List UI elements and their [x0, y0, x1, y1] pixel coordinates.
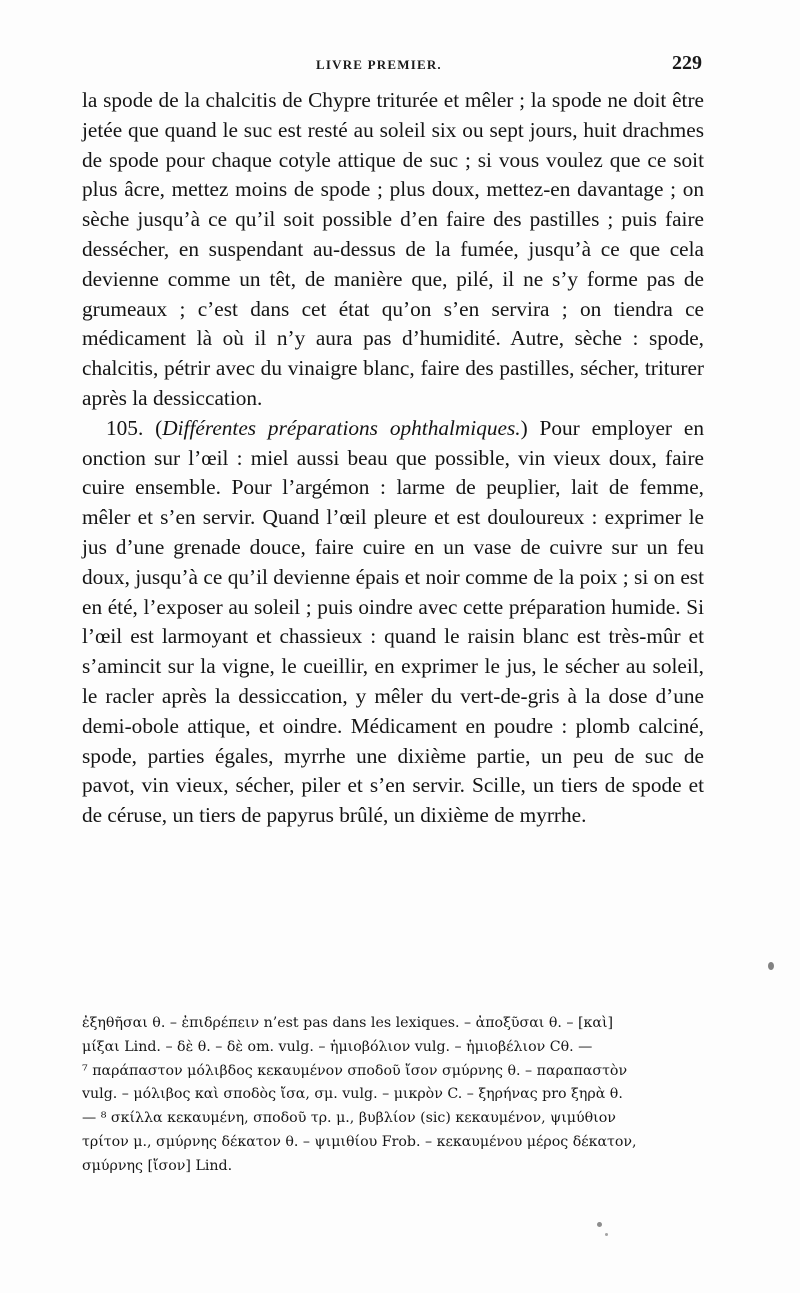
ink-speck [597, 1222, 602, 1227]
footnote-line: σμύρνης [ἴσον] Lind. [82, 1157, 233, 1174]
page-number: 229 [672, 52, 702, 74]
paragraph-section-105: 105. (Différentes préparations ophthalmiques.) Pour employer en onction sur l’œil : miel aussi beau que possible, vin vieux doux, faire cuire ensemble. Pour l’argémon : larme de peuplier, lait de femme, mêler et s’en servir. Quand l’œil pleure et est douloureux : exprimer le jus d’une grenade douce, faire cuire en un vase de cuivre sur un feu doux, jusqu’à ce qu’il devienne épais et noir comme de la poix ; si on est en été, l’exposer au soleil ; puis oindre avec cette préparation humide. Si l’œil est larmoyant et chassieux : quand le raisin blanc est très-mûr et s’amincit sur la vigne, le cueillir, en exprimer le jus, le sécher au soleil, le racler après la dessiccation, y mêler du vert-de-gris à la dose d’une demi-obole attique, et oindre. Médicament en poudre : plomb calciné, spode, parties égales, myrrhe une dixième partie, un peu de suc de pavot, vin vieux, sécher, piler et s’en servir. Scille, un tiers de spode et de céruse, un tiers de papyrus brûlé, un dixième de myrrhe. [82, 415, 704, 828]
ink-speck [605, 1233, 608, 1236]
section-105-text: Pour employer en onction sur l’œil : miel aussi beau que possible, vin vieux doux, faire cuire ensemble. Pour l’argémon : larme de peuplier, lait de femme, mêler et s’en servir. Quand l’œil pleure et est douloureux : exprimer le jus d’une grenade douce, faire cuire en un vase de cuivre sur un feu doux, jusqu’à ce qu’il devienne épais et noir comme de la poix ; si on est en été, l’exposer au soleil ; puis oindre avec cette préparation humide. Si l’œil est larmoyant et chassieux : quand le raisin blanc est très-mûr et s’amincit sur la vigne, le cueillir, en exprimer le jus, le sécher au soleil, le racler après la dessiccation, y mêler du vert-de-gris à la dose d’une demi-obole attique, et oindre. Médicament en poudre : plomb calciné, spode, parties égales, myrrhe une dixième partie, un peu de suc de pavot, vin vieux, sécher, piler et s’en servir. Scille, un tiers de spode et de céruse, un tiers de papyrus brûlé, un dixième de myrrhe. [82, 415, 704, 828]
main-text [82, 86, 704, 831]
section-number: 105. [106, 415, 144, 440]
section-title: Différentes préparations ophthalmiques. [162, 415, 521, 440]
footnotes [82, 1012, 704, 1179]
footnote-line: — ⁸ σκίλλα κεκαυμένη, σποδοῦ τρ. μ., βυβλίον (sic) κεκαυμένον, ψιμύθιον [82, 1110, 616, 1127]
footnote-line: vulg. – μόλιβος καὶ σποδὸς ἴσα, σμ. vulg. – μικρὸν C. – ξηρήνας pro ξηρὰ θ. [82, 1086, 623, 1103]
ink-speck [768, 962, 774, 970]
footnote-line: ⁷ παράπαστον μόλιβδος κεκαυμένον σποδοῦ ἴσον σμύρνης θ. – παραπαστὸν [82, 1062, 628, 1079]
footnote-line: μίξαι Lind. – δὲ θ. – δὲ om. vulg. – ἡμιοβόλιον vulg. – ἡμιοβέλιον Cθ. — [82, 1038, 593, 1055]
footnote-line: τρίτον μ., σμύρνης δέκατον θ. – ψιμιθίου Frob. – κεκαυμένου μέρος δέκατον, [82, 1133, 637, 1150]
page-header [84, 52, 702, 76]
paragraph-continued: la spode de la chalcitis de Chypre triturée et mêler ; la spode ne doit être jetée que quand le suc est resté au soleil six ou sept jours, huit drachmes de spode pour chaque cotyle attique de suc ; si vous voulez que ce soit plus âcre, mettez moins de spode ; plus doux, mettez-en davantage ; on sèche jusqu’à ce qu’il soit possible d’en faire des pastilles ; puis faire dessécher, en suspendant au-dessus de la fumée, jusqu’à ce que cela devienne comme un têt, de manière que, pilé, il ne s’y forme pas de grumeaux ; c’est dans cet état qu’on s’en servira ; on tiendra ce médicament là où il n’y aura pas d’humidité. Autre, sèche : spode, chalcitis, pétrir avec du vinaigre blanc, faire des pastilles, sécher, triturer après la dessiccation. [82, 88, 704, 410]
footnote-line: ἐξηθῆσαι θ. – ἐπιδρέπειν n’est pas dans les lexiques. – ἀποξῦσαι θ. – [καὶ] [82, 1015, 614, 1031]
running-head: LIVRE PREMIER. [316, 57, 442, 72]
